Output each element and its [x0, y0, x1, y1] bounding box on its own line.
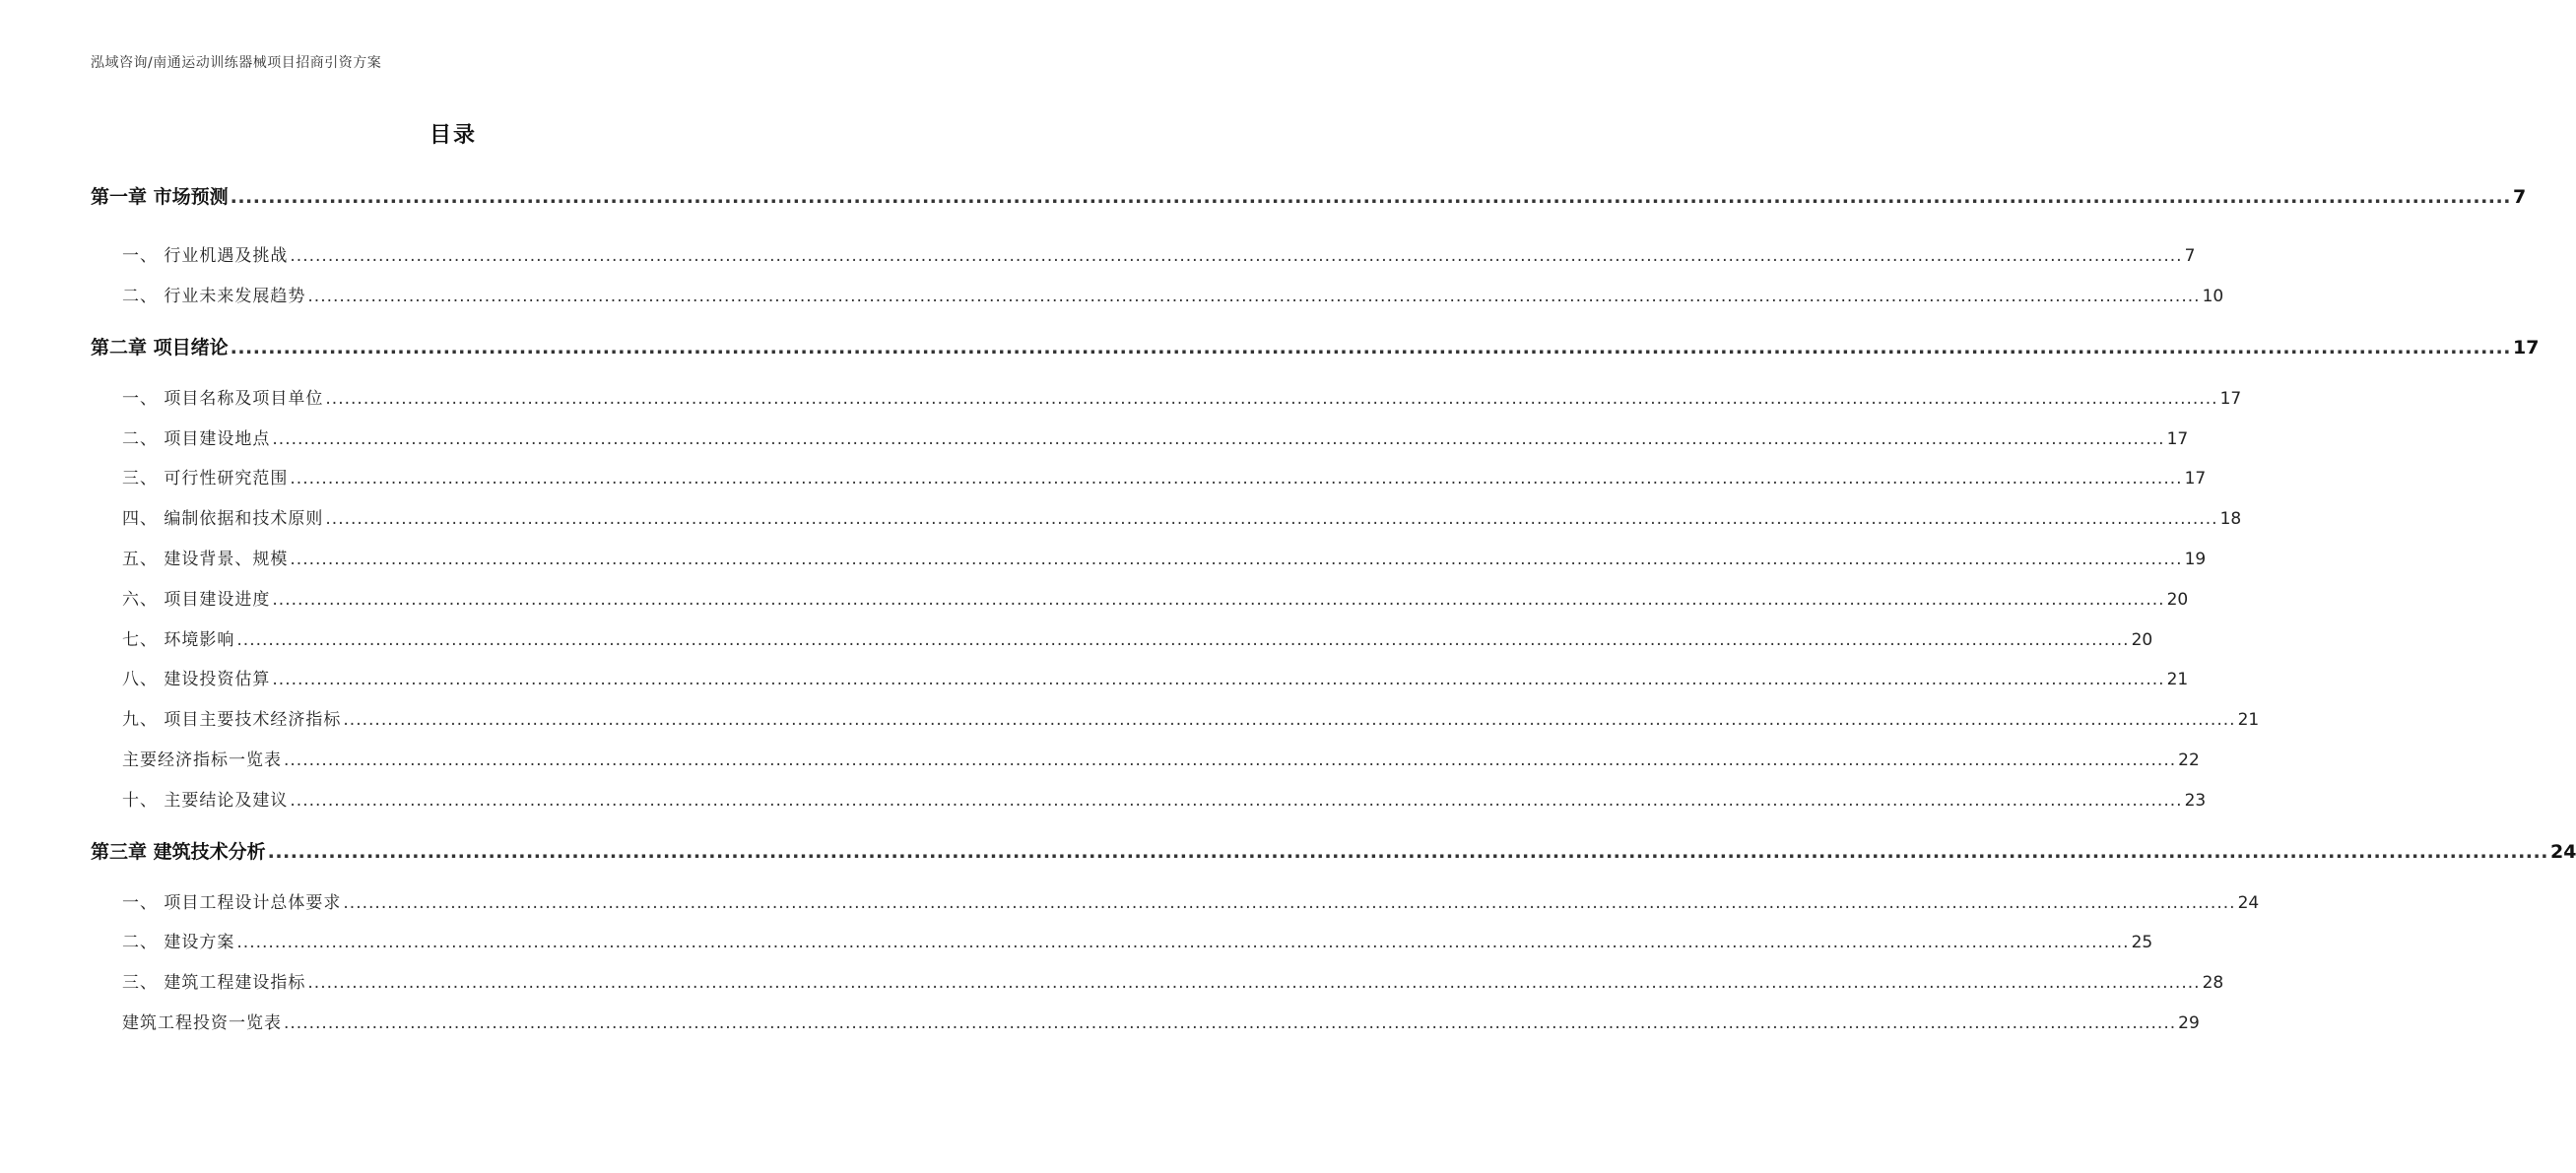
- toc-section-entry[interactable]: [122, 384, 2242, 409]
- toc-page-number: 18: [2219, 509, 2242, 529]
- toc-section-entry[interactable]: [122, 888, 2260, 913]
- toc-page-number: 22: [2178, 750, 2200, 770]
- toc-page-number: 17: [2184, 469, 2207, 489]
- page-title: 目录: [429, 123, 477, 148]
- toc-section-entry[interactable]: [122, 665, 2189, 689]
- toc-page-number: 21: [2237, 710, 2260, 730]
- toc-section-entry[interactable]: [122, 928, 2153, 952]
- toc-section-entry[interactable]: [122, 241, 2196, 266]
- toc-page-number: 25: [2131, 933, 2153, 952]
- toc-entry-label: 六、 项目建设进度: [122, 590, 271, 610]
- toc-dot-leader: ............................................................................................................................................................................................................................................................................................................: [230, 337, 2511, 358]
- toc-page-number: 17: [2219, 389, 2242, 409]
- toc-dot-leader: ............................................................................................................................................................................................................................................................................................................: [290, 791, 2183, 811]
- toc-entry-label: 三、 可行性研究范围: [122, 469, 289, 489]
- toc-dot-leader: ............................................................................................................................................................................................................................................................................................................: [325, 509, 2218, 529]
- toc-dot-leader: ............................................................................................................................................................................................................................................................................................................: [307, 973, 2201, 993]
- toc-page-number: 23: [2184, 791, 2207, 811]
- toc-page-number: 29: [2178, 1013, 2200, 1033]
- toc-page-number: 21: [2166, 670, 2189, 689]
- toc-page-number: 17: [2512, 337, 2540, 358]
- toc-page-number: 28: [2202, 973, 2224, 993]
- toc-entry-label: 二、 项目建设地点: [122, 429, 271, 449]
- toc-chapter-entry[interactable]: [91, 837, 2576, 864]
- toc-entry-label: 五、 建设背景、规模: [122, 550, 289, 569]
- toc-dot-leader: ............................................................................................................................................................................................................................................................................................................: [343, 893, 2236, 913]
- toc-page-number: 17: [2166, 429, 2189, 449]
- toc-entry-label: 主要经济指标一览表: [122, 750, 282, 770]
- toc-dot-leader: ............................................................................................................................................................................................................................................................................................................: [236, 630, 2130, 650]
- toc-entry-label: 二、 建设方案: [122, 933, 235, 952]
- toc-section-entry[interactable]: [122, 746, 2200, 770]
- toc-entry-label: 四、 编制依据和技术原则: [122, 509, 324, 529]
- toc-dot-leader: ............................................................................................................................................................................................................................................................................................................: [284, 1013, 2177, 1033]
- toc-dot-leader: ............................................................................................................................................................................................................................................................................................................: [343, 710, 2236, 730]
- toc-page-number: 20: [2166, 590, 2189, 610]
- toc-dot-leader: ............................................................................................................................................................................................................................................................................................................: [267, 841, 2548, 863]
- toc-section-entry[interactable]: [122, 424, 2189, 449]
- toc-page-number: 7: [2512, 186, 2527, 208]
- toc-entry-label: 建筑工程投资一览表: [122, 1013, 282, 1033]
- toc-section-entry[interactable]: [122, 786, 2207, 811]
- toc-dot-leader: ............................................................................................................................................................................................................................................................................................................: [290, 550, 2183, 569]
- toc-section-entry[interactable]: [122, 282, 2224, 306]
- toc-dot-leader: ............................................................................................................................................................................................................................................................................................................: [272, 670, 2165, 689]
- toc-entry-label: 八、 建设投资估算: [122, 670, 271, 689]
- toc-page-number: 24: [2237, 893, 2260, 913]
- toc-dot-leader: ............................................................................................................................................................................................................................................................................................................: [307, 287, 2201, 306]
- toc-dot-leader: ............................................................................................................................................................................................................................................................................................................: [272, 590, 2165, 610]
- toc-section-entry[interactable]: [122, 625, 2153, 650]
- toc-section-entry[interactable]: [122, 545, 2207, 569]
- toc-entry-label: 第三章 建筑技术分析: [91, 841, 266, 863]
- toc-entry-label: 三、 建筑工程建设指标: [122, 973, 306, 993]
- toc-section-entry[interactable]: [122, 1009, 2200, 1033]
- toc-entry-label: 第一章 市场预测: [91, 186, 229, 208]
- toc-dot-leader: ............................................................................................................................................................................................................................................................................................................: [236, 933, 2130, 952]
- toc-chapter-entry[interactable]: [91, 182, 2527, 209]
- toc-page-number: 24: [2549, 841, 2576, 863]
- toc-dot-leader: ............................................................................................................................................................................................................................................................................................................: [272, 429, 2165, 449]
- toc-dot-leader: ............................................................................................................................................................................................................................................................................................................: [290, 469, 2183, 489]
- toc-entry-label: 一、 项目名称及项目单位: [122, 389, 324, 409]
- toc-entry-label: 一、 行业机遇及挑战: [122, 246, 289, 266]
- toc-entry-label: 七、 环境影响: [122, 630, 235, 650]
- toc-section-entry[interactable]: [122, 585, 2189, 610]
- running-header: 泓域咨询/南通运动训练器械项目招商引资方案: [91, 55, 382, 71]
- toc-chapter-entry[interactable]: [91, 333, 2540, 359]
- toc-dot-leader: ............................................................................................................................................................................................................................................................................................................: [230, 186, 2511, 208]
- toc-section-entry[interactable]: [122, 504, 2242, 529]
- toc-section-entry[interactable]: [122, 705, 2260, 730]
- toc-dot-leader: ............................................................................................................................................................................................................................................................................................................: [284, 750, 2177, 770]
- toc-entry-label: 十、 主要结论及建议: [122, 791, 289, 811]
- toc-entry-label: 九、 项目主要技术经济指标: [122, 710, 342, 730]
- toc-page-number: 10: [2202, 287, 2224, 306]
- toc-dot-leader: ............................................................................................................................................................................................................................................................................................................: [325, 389, 2218, 409]
- toc-entry-label: 第二章 项目绪论: [91, 337, 229, 358]
- toc-entry-label: 二、 行业未来发展趋势: [122, 287, 306, 306]
- toc-dot-leader: ............................................................................................................................................................................................................................................................................................................: [290, 246, 2183, 266]
- toc-page-number: 19: [2184, 550, 2207, 569]
- toc-section-entry[interactable]: [122, 464, 2207, 489]
- toc-section-entry[interactable]: [122, 968, 2224, 993]
- toc-entry-label: 一、 项目工程设计总体要求: [122, 893, 342, 913]
- toc-page-number: 7: [2184, 246, 2196, 266]
- toc-page-number: 20: [2131, 630, 2153, 650]
